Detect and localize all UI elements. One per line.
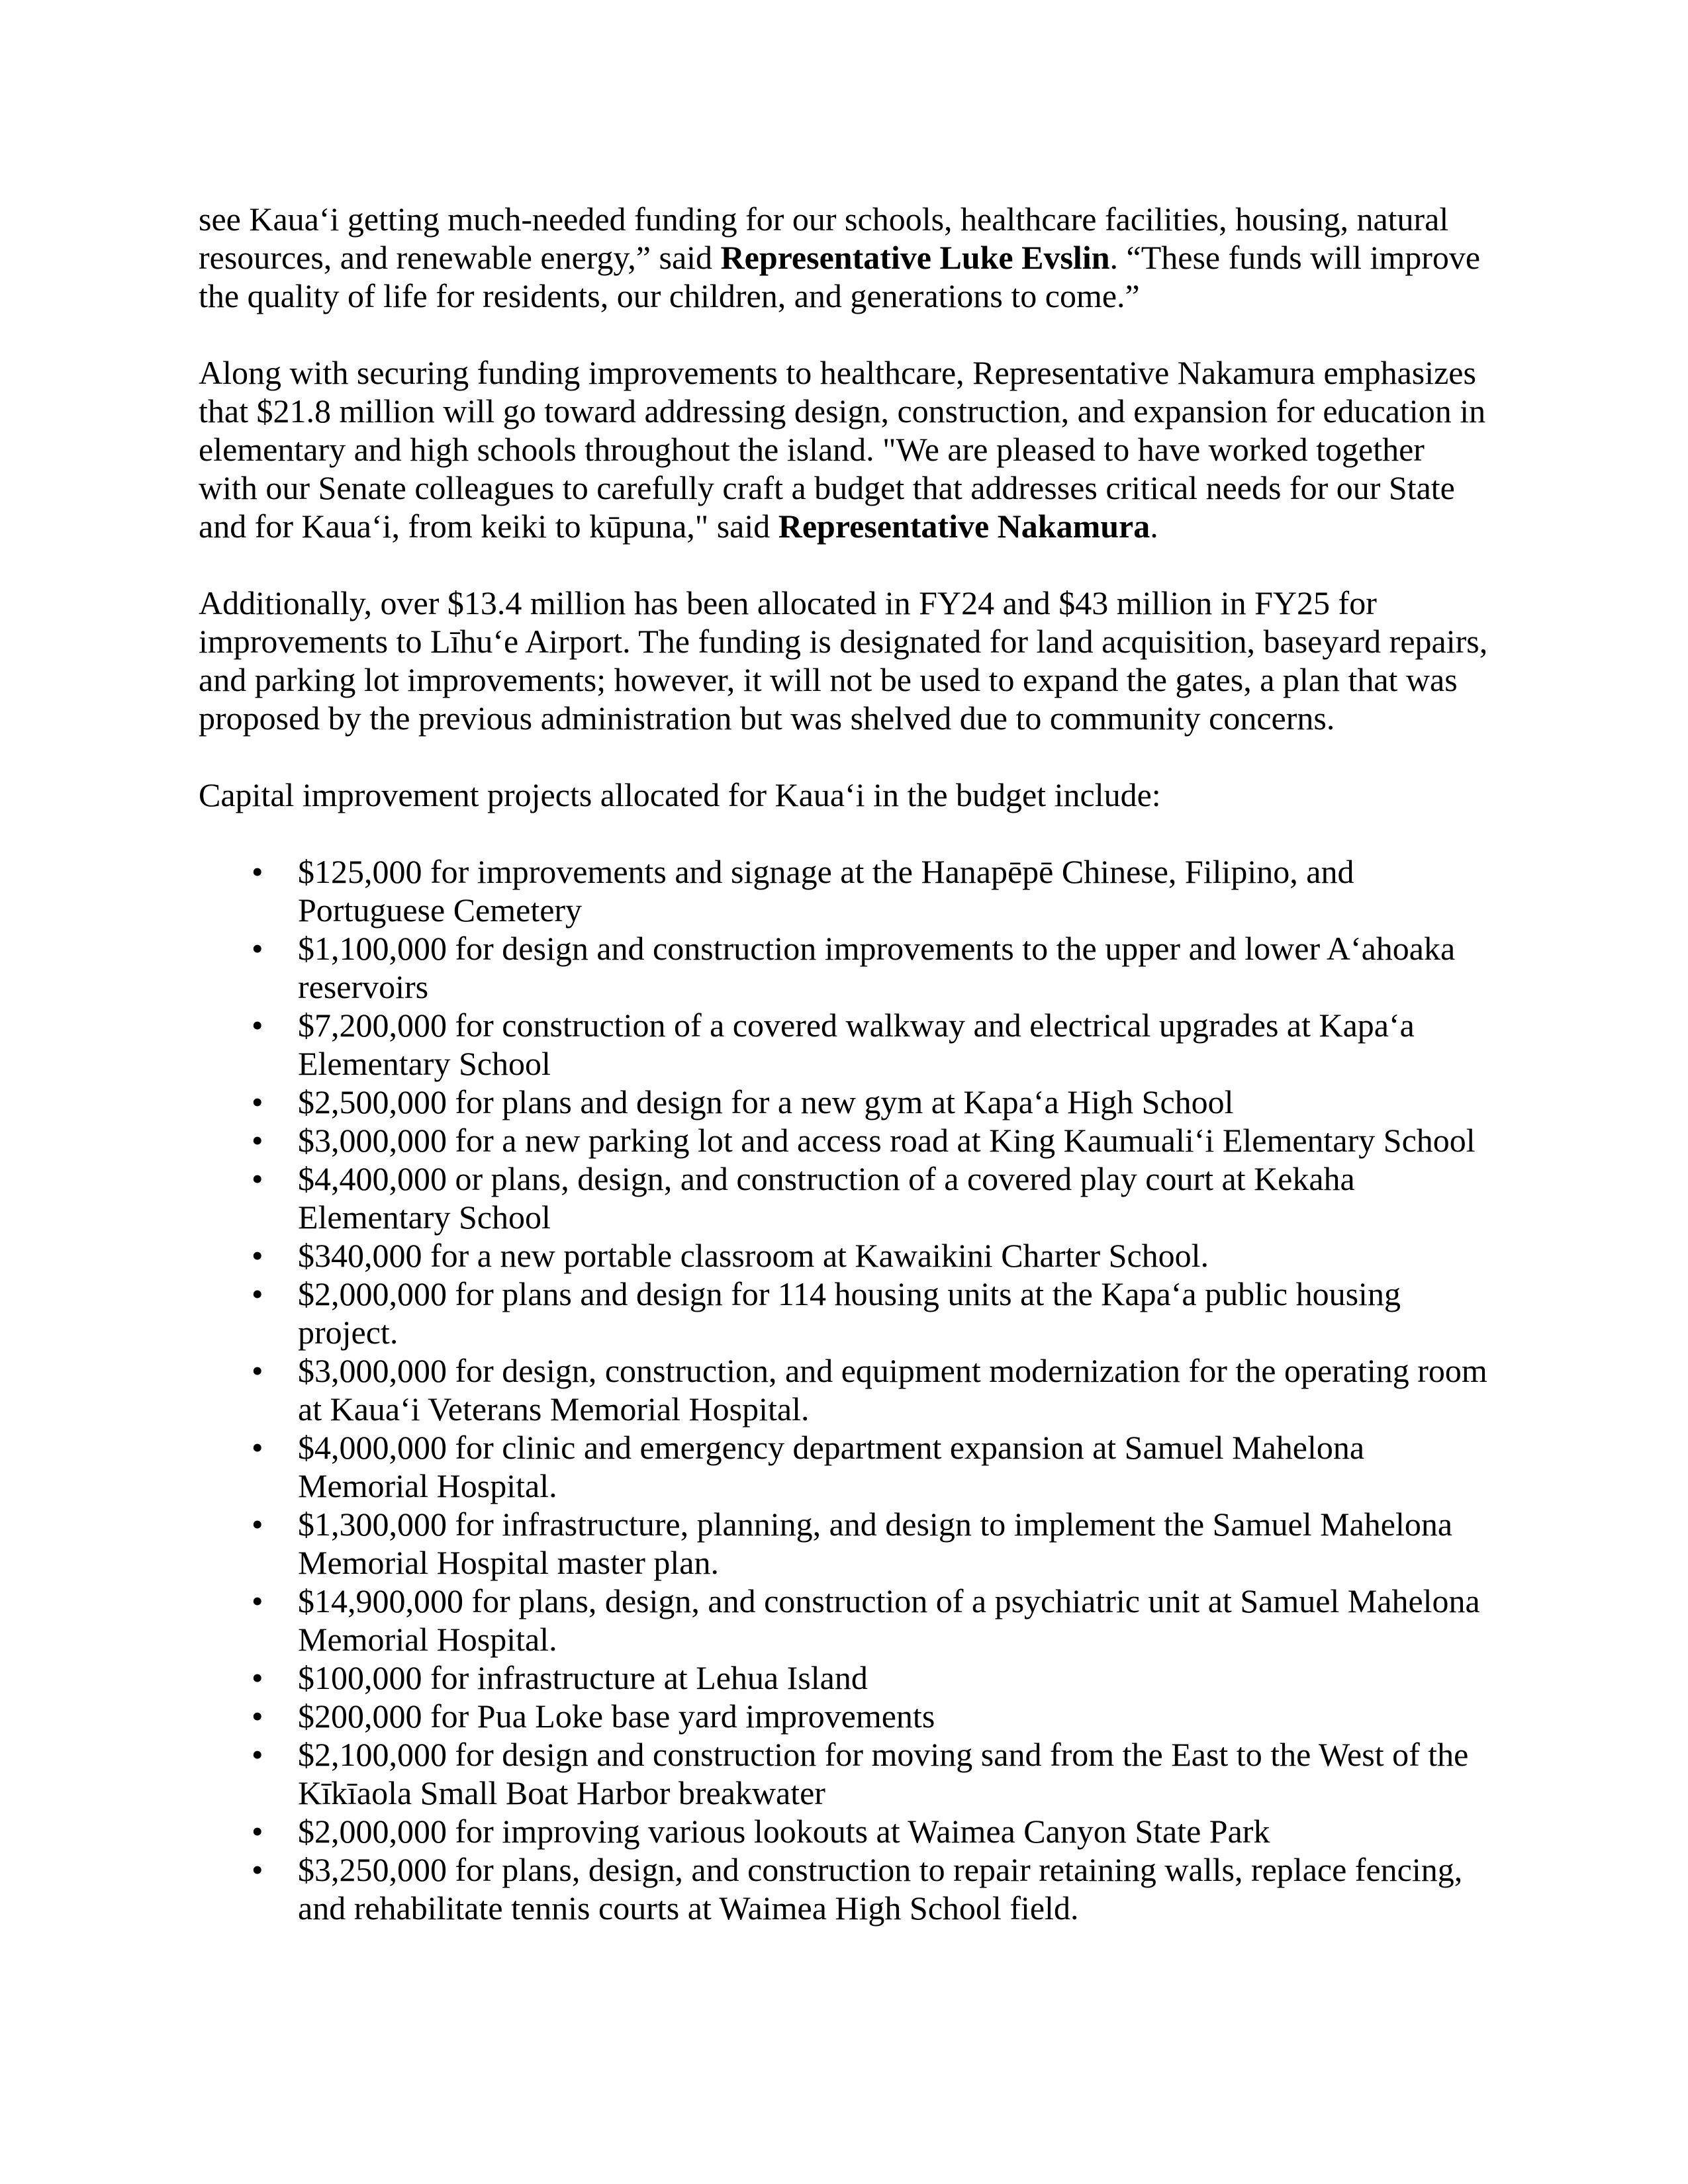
- list-item: • $200,000 for Pua Loke base yard improvements: [298, 1697, 1489, 1735]
- paragraph-text: Capital improvement projects allocated for Kaua‘i in the budget include:: [199, 776, 1161, 813]
- list-item: • $2,500,000 for plans and design for a new gym at Kapa‘a High School: [298, 1083, 1489, 1121]
- paragraph-text: Additionally, over $13.4 million has been allocated in FY24 and $43 million in FY25 for improvements to Līhu‘e Airport. The funding is designated for land acquisition, baseyard repairs, and parking lot improvements; however, it will not be used to expand the gates, a plan that was proposed by the previous administration but was shelved due to community concerns.: [199, 584, 1488, 737]
- list-item: • $2,100,000 for design and construction for moving sand from the East to the West of the Kīkīaola Small Boat Harbor breakwater: [298, 1735, 1489, 1812]
- list-item: • $7,200,000 for construction of a covered walkway and electrical upgrades at Kapa‘a Elementary School: [298, 1006, 1489, 1083]
- paragraph-text: . “These funds will improve the quality of life for residents, our children, and generations to come.”: [199, 239, 1481, 314]
- paragraph-list-intro: [199, 776, 1489, 814]
- list-item: • $1,100,000 for design and construction improvements to the upper and lower A‘ahoaka reservoirs: [298, 929, 1489, 1006]
- paragraph-text: Along with securing funding improvements to healthcare, Representative Nakamura emphasizes that $21.8 million will go toward addressing design, construction, and expansion for education in elementary and high schools throughout the island. "We are pleased to have worked together with our Senate colleagues to carefully craft a budget that addresses critical needs for our State and for Kaua‘i, from keiki to kūpuna," said: [199, 354, 1486, 545]
- list-item: • $3,000,000 for a new parking lot and access road at King Kaumuali‘i Elementary School: [298, 1121, 1489, 1160]
- paragraph-evslin-quote: [199, 200, 1489, 315]
- cip-bullet-list: [199, 852, 1489, 1927]
- paragraph-airport-funding: [199, 584, 1489, 737]
- paragraph-text: .: [1150, 508, 1158, 545]
- list-item: • $1,300,000 for infrastructure, planning, and design to implement the Samuel Mahelona Memorial Hospital master plan.: [298, 1505, 1489, 1582]
- list-item: • $2,000,000 for improving various lookouts at Waimea Canyon State Park: [298, 1812, 1489, 1850]
- paragraph-nakamura-quote: [199, 353, 1489, 545]
- list-item: • $4,400,000 or plans, design, and construction of a covered play court at Kekaha Elementary School: [298, 1160, 1489, 1236]
- list-item: • $3,250,000 for plans, design, and construction to repair retaining walls, replace fencing, and rehabilitate tennis courts at Waimea High School field.: [298, 1850, 1489, 1927]
- list-item: • $14,900,000 for plans, design, and construction of a psychiatric unit at Samuel Mahelona Memorial Hospital.: [298, 1582, 1489, 1659]
- list-item: • $2,000,000 for plans and design for 114 housing units at the Kapa‘a public housing project.: [298, 1275, 1489, 1351]
- representative-name: Representative Nakamura: [778, 508, 1150, 545]
- list-item: • $125,000 for improvements and signage at the Hanapēpē Chinese, Filipino, and Portuguese Cemetery: [298, 852, 1489, 929]
- list-item: • $4,000,000 for clinic and emergency department expansion at Samuel Mahelona Memorial Hospital.: [298, 1428, 1489, 1505]
- list-item: • $340,000 for a new portable classroom at Kawaikini Charter School.: [298, 1236, 1489, 1275]
- representative-name: Representative Luke Evslin: [720, 239, 1110, 276]
- paragraph-text: see Kaua‘i getting much-needed funding for our schools, healthcare facilities, housing, natural resources, and renewable energy,” said: [199, 201, 1449, 276]
- list-item: • $100,000 for infrastructure at Lehua Island: [298, 1659, 1489, 1697]
- list-item: • $3,000,000 for design, construction, and equipment modernization for the operating room at Kaua‘i Veterans Memorial Hospital.: [298, 1351, 1489, 1428]
